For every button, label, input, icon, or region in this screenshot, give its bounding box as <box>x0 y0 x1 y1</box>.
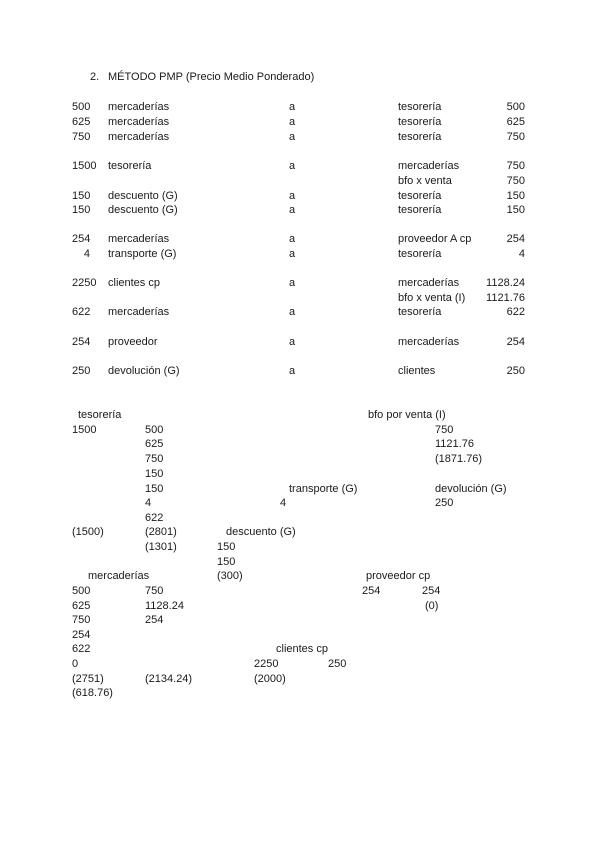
entry-credit-amount: 625 <box>506 116 525 128</box>
taccount-credit-value: 254 <box>145 614 164 626</box>
entry-debit-account: mercaderías <box>108 306 170 318</box>
entry-credit-account: proveedor A cp <box>398 233 472 245</box>
taccount-credit-value: 622 <box>145 512 164 524</box>
entry-connector: a <box>289 116 296 128</box>
taccount-title: clientes cp <box>276 643 328 655</box>
entry-amount: 2250 <box>72 277 97 289</box>
taccount-credit-value: 500 <box>145 424 164 436</box>
taccount-value: 1121.76 <box>435 438 474 450</box>
entry-amount: 150 <box>72 204 91 216</box>
taccount-balance: (0) <box>425 600 439 612</box>
entry-credit-amount: 250 <box>506 365 525 377</box>
entry-debit-account: proveedor <box>108 336 158 348</box>
taccount-value: 250 <box>435 497 454 509</box>
taccount-debit-value: 750 <box>72 614 91 626</box>
entry-debit-account: transporte (G) <box>108 248 177 260</box>
taccount-balance: (2000) <box>254 673 286 685</box>
entry-connector: a <box>289 365 296 377</box>
entry-connector: a <box>289 277 296 289</box>
entry-debit-account: clientes cp <box>108 277 160 289</box>
entry-debit-account: descuento (G) <box>108 190 178 202</box>
entry-debit-account: tesorería <box>108 160 152 172</box>
entry-credit-account: clientes <box>398 365 436 377</box>
taccount-debit-value: 2250 <box>254 658 279 670</box>
taccount-credit-value: 250 <box>328 658 347 670</box>
taccount-value: 4 <box>280 497 287 509</box>
entry-amount: 622 <box>72 306 91 318</box>
entry-amount: 4 <box>83 248 90 260</box>
entry-connector: a <box>289 204 296 216</box>
taccount-balance: (1871.76) <box>435 453 483 465</box>
entry-credit-amount: 500 <box>506 101 525 113</box>
taccount-credit-value: 750 <box>145 453 164 465</box>
taccount-title: descuento (G) <box>226 526 296 538</box>
taccount-balance: (300) <box>217 570 243 582</box>
entry-credit-amount: 254 <box>506 233 525 245</box>
taccount-debit-value: 254 <box>362 585 381 597</box>
entry-credit-account: bfo x venta <box>398 175 452 187</box>
taccount-debit-value: 625 <box>72 600 91 612</box>
entry-credit-amount: 150 <box>506 190 525 202</box>
entry-credit-account: bfo x venta (I) <box>398 292 466 304</box>
entry-connector: a <box>289 190 296 202</box>
entry-debit-account: mercaderías <box>108 101 170 113</box>
taccount-credit-value: 150 <box>145 483 164 495</box>
taccount-value: 750 <box>435 424 454 436</box>
entry-amount: 254 <box>72 336 91 348</box>
taccount-value: 150 <box>217 541 236 553</box>
entry-debit-account: mercaderías <box>108 131 170 143</box>
taccount-debit-value: 622 <box>72 643 91 655</box>
entry-credit-amount: 750 <box>506 175 525 187</box>
taccount-credit-value: 150 <box>145 468 164 480</box>
taccount-debit-total: (1500) <box>72 526 104 538</box>
taccount-balance: (618.76) <box>72 687 113 699</box>
taccount-title: devolución (G) <box>435 483 507 495</box>
entry-amount: 750 <box>72 131 91 143</box>
taccount-value: 150 <box>217 556 236 568</box>
taccount-balance: (1301) <box>145 541 177 553</box>
entry-credit-account: mercaderías <box>398 336 460 348</box>
entry-credit-amount: 622 <box>506 306 525 318</box>
entry-credit-account: tesorería <box>398 101 442 113</box>
entry-credit-amount: 750 <box>506 160 525 172</box>
taccount-title: tesorería <box>78 409 122 421</box>
entry-credit-account: mercaderías <box>398 160 460 172</box>
entry-credit-account: tesorería <box>398 131 442 143</box>
entry-debit-account: descuento (G) <box>108 204 178 216</box>
entry-amount: 1500 <box>72 160 97 172</box>
taccount-title: transporte (G) <box>289 483 358 495</box>
entry-connector: a <box>289 131 296 143</box>
section-title: MÉTODO PMP (Precio Medio Ponderado) <box>108 71 315 83</box>
section-number: 2. <box>90 71 100 83</box>
entry-amount: 250 <box>72 365 91 377</box>
taccount-debit-value: 1500 <box>72 424 97 436</box>
taccount-credit-value: 1128.24 <box>145 600 184 612</box>
entry-connector: a <box>289 160 296 172</box>
entry-amount: 500 <box>72 101 91 113</box>
entry-amount: 254 <box>72 233 91 245</box>
taccount-credit-value: 4 <box>145 497 152 509</box>
entry-credit-amount: 750 <box>506 131 525 143</box>
entry-credit-amount: 4 <box>518 248 525 260</box>
taccount-title: mercaderías <box>88 570 150 582</box>
taccount-debit-value: 0 <box>72 658 79 670</box>
entry-amount: 625 <box>72 116 91 128</box>
entry-amount: 150 <box>72 190 91 202</box>
entry-credit-account: tesorería <box>398 190 442 202</box>
entry-debit-account: mercaderías <box>108 233 170 245</box>
taccount-credit-total: (2801) <box>145 526 177 538</box>
taccount-debit-total: (2751) <box>72 673 104 685</box>
entry-credit-account: tesorería <box>398 116 442 128</box>
taccount-debit-value: 500 <box>72 585 91 597</box>
taccount-title: proveedor cp <box>366 570 431 582</box>
taccount-credit-value: 750 <box>145 585 164 597</box>
entry-credit-account: tesorería <box>398 306 442 318</box>
entry-debit-account: mercaderías <box>108 116 170 128</box>
entry-credit-amount: 150 <box>506 204 525 216</box>
taccount-credit-value: 625 <box>145 438 164 450</box>
taccount-debit-value: 254 <box>72 629 91 641</box>
taccount-credit-total: (2134.24) <box>145 673 193 685</box>
entry-credit-account: tesorería <box>398 248 442 260</box>
entry-credit-amount: 1128.24 <box>486 277 525 289</box>
entry-credit-account: mercaderías <box>398 277 460 289</box>
entry-connector: a <box>289 248 296 260</box>
entry-debit-account: devolución (G) <box>108 365 180 377</box>
entry-connector: a <box>289 233 296 245</box>
entry-credit-amount: 1121.76 <box>486 292 525 304</box>
entry-connector: a <box>289 336 296 348</box>
entry-credit-account: tesorería <box>398 204 442 216</box>
taccount-title: bfo por venta (I) <box>368 409 446 421</box>
entry-credit-amount: 254 <box>506 336 525 348</box>
entry-connector: a <box>289 101 296 113</box>
entry-connector: a <box>289 306 296 318</box>
taccount-credit-value: 254 <box>422 585 441 597</box>
